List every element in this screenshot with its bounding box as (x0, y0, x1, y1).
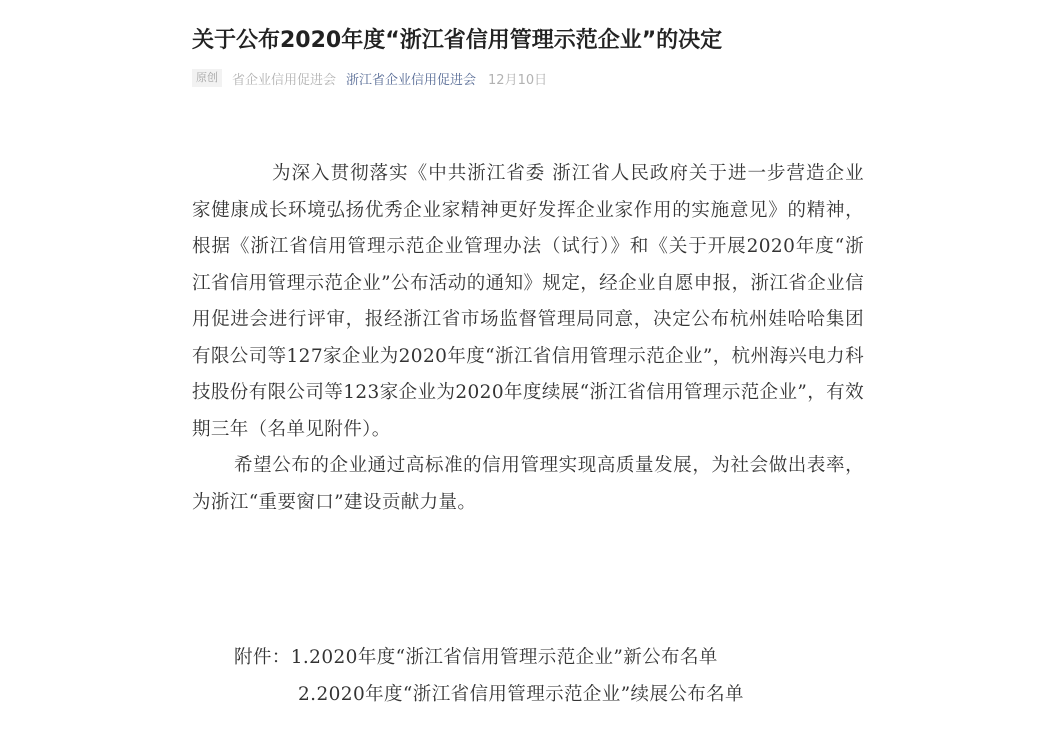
attachment-item: 附件：1.2020年度“浙江省信用管理示范企业”新公布名单 (234, 647, 718, 668)
article-title: 关于公布2020年度“浙江省信用管理示范企业”的决定 (192, 28, 723, 53)
publish-date: 12月10日 (488, 72, 548, 88)
article-body (192, 156, 872, 521)
article-meta (192, 68, 547, 88)
author-name: 省企业信用促进会 (232, 72, 337, 88)
paragraph: 为深入贯彻落实《中共浙江省委 浙江省人民政府关于进一步营造企业家健康成长环境弘扬优秀企业家精神更好发挥企业家作用的实施意见》的精神，根据《浙江省信用管理示范企业管理办法（试行）》和《关于开展2020年度“浙江省信用管理示范企业”公布活动的通知》规定，经企业自愿申报，浙江省企业信用促进会进行评审，报经浙江省市场监督管理局同意，决定公布杭州娃哈哈集团有限公司等127家企业为2020年度“浙江省信用管理示范企业”，杭州海兴电力科技股份有限公司等123家企业为2020年度续展“浙江省信用管理示范企业”，有效期三年（名单见附件）。 (192, 163, 864, 440)
attachment-list (192, 640, 872, 713)
attachment-item: 2.2020年度“浙江省信用管理示范企业”续展公布名单 (298, 683, 744, 705)
paragraph: 希望公布的企业通过高标准的信用管理实现高质量发展，为社会做出表率，为浙江“重要窗口”建设贡献力量。 (192, 455, 864, 513)
original-badge: 原创 (192, 69, 222, 87)
account-link[interactable]: 浙江省企业信用促进会 (346, 72, 477, 88)
